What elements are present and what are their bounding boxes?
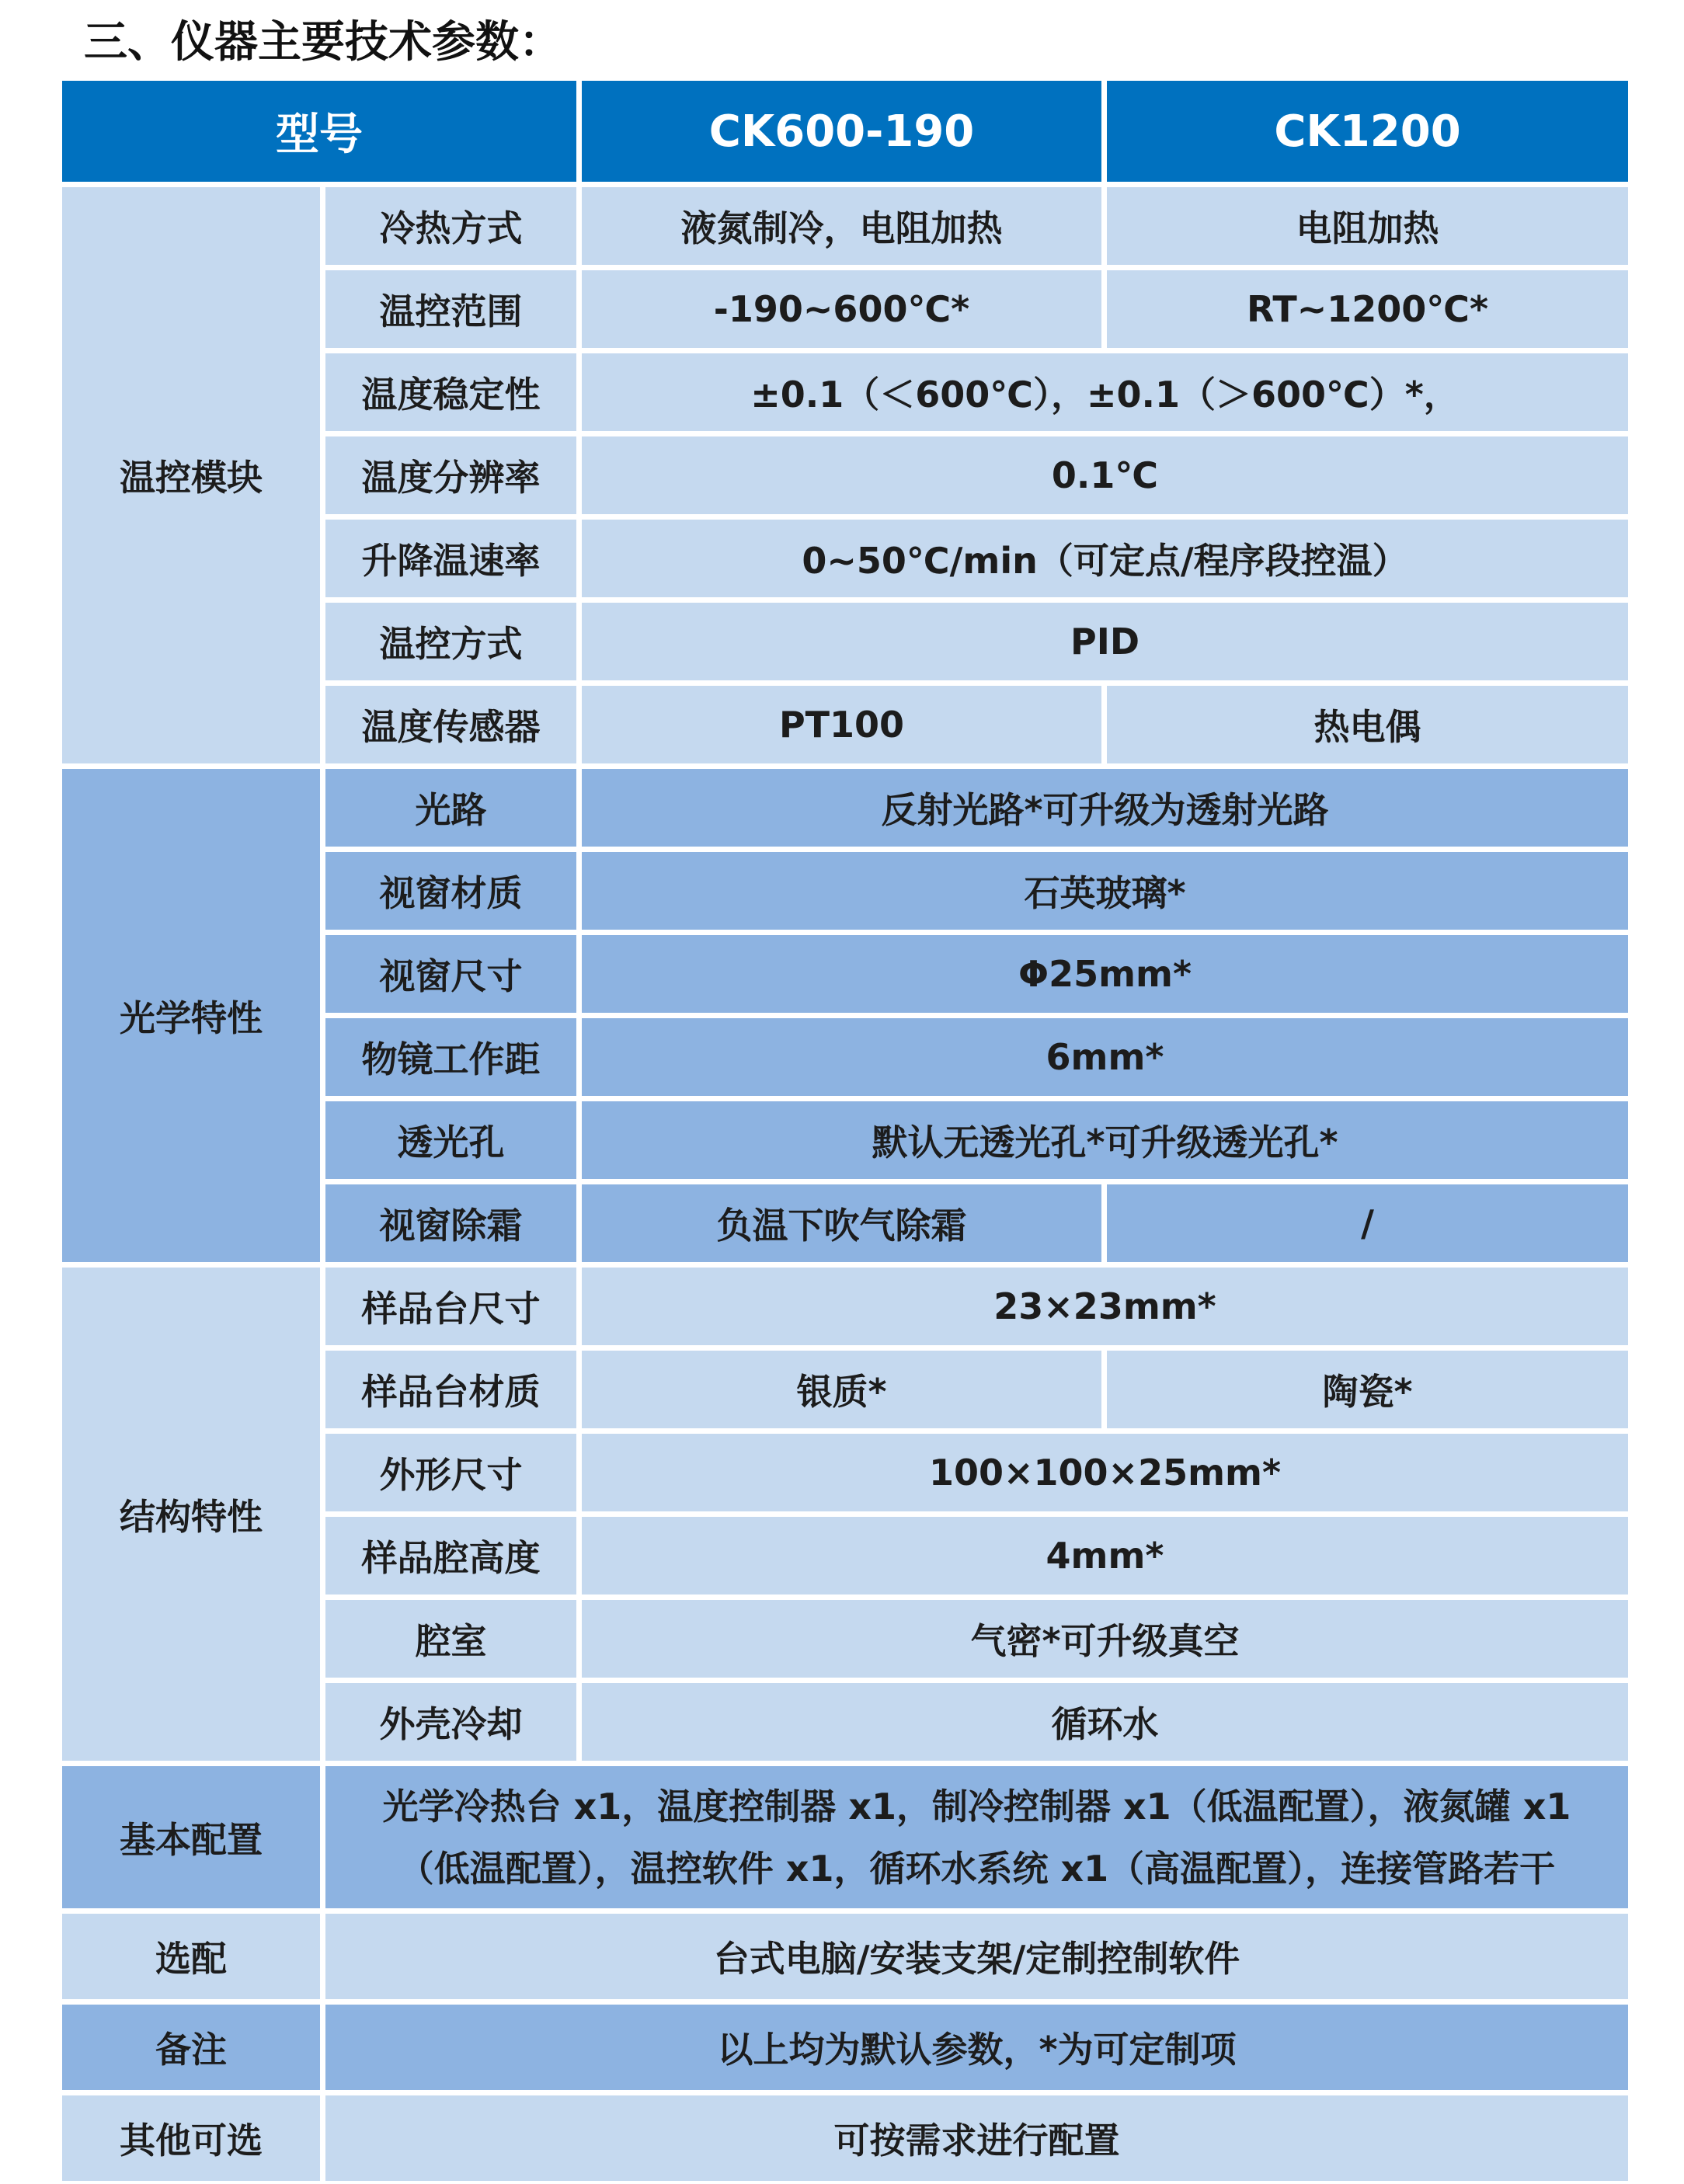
group-label-structure: 结构特性 [62, 1268, 325, 1766]
row-label: 物镜工作距 [325, 1018, 582, 1101]
group-label-temp: 温控模块 [62, 187, 325, 769]
cell-value-a: -190~600℃* [582, 270, 1107, 353]
table-row [62, 769, 1628, 852]
row-label: 样品台材质 [325, 1351, 582, 1434]
row-label: 温度分辨率 [325, 436, 582, 520]
row-label: 透光孔 [325, 1101, 582, 1184]
row-label: 腔室 [325, 1600, 582, 1683]
cell-value: Φ25mm* [582, 935, 1628, 1018]
cell-value: 气密*可升级真空 [582, 1600, 1628, 1683]
optional-value: 台式电脑/安装支架/定制控制软件 [325, 1914, 1628, 2005]
cell-value: 循环水 [582, 1683, 1628, 1766]
row-label: 冷热方式 [325, 187, 582, 270]
section-heading: 三、仪器主要技术参数： [84, 17, 562, 68]
remarks-label: 备注 [62, 2005, 325, 2095]
header-model-label: 型号 [62, 81, 582, 187]
cell-value-b: 热电偶 [1107, 686, 1628, 769]
cell-value: 石英玻璃* [582, 852, 1628, 935]
spec-table [62, 81, 1628, 2181]
row-label: 温控范围 [325, 270, 582, 353]
cell-value-b: / [1107, 1184, 1628, 1268]
group-label-optical: 光学特性 [62, 769, 325, 1268]
remarks-value: 以上均为默认参数，*为可定制项 [325, 2005, 1628, 2095]
cell-value: 0.1℃ [582, 436, 1628, 520]
table-header-row [62, 81, 1628, 187]
row-label: 样品腔高度 [325, 1517, 582, 1600]
table-row [62, 2095, 1628, 2181]
cell-value-b: 电阻加热 [1107, 187, 1628, 270]
table-row [62, 2005, 1628, 2095]
basic-config-value [325, 1766, 1628, 1914]
cell-value: 0~50℃/min（可定点/程序段控温） [582, 520, 1628, 603]
row-label: 升降温速率 [325, 520, 582, 603]
row-label: 外形尺寸 [325, 1434, 582, 1517]
cell-value: ±0.1（＜600℃），±0.1（＞600℃）*， [582, 353, 1628, 436]
basic-config-label: 基本配置 [62, 1766, 325, 1914]
row-label: 外壳冷却 [325, 1683, 582, 1766]
row-label: 温度传感器 [325, 686, 582, 769]
row-label: 温度稳定性 [325, 353, 582, 436]
cell-value-a: PT100 [582, 686, 1107, 769]
header-model-a: CK600-190 [582, 81, 1107, 187]
row-label: 样品台尺寸 [325, 1268, 582, 1351]
cell-value-a: 液氮制冷，电阻加热 [582, 187, 1107, 270]
table-row [62, 1766, 1628, 1914]
table-row [62, 187, 1628, 270]
table-row [62, 1914, 1628, 2005]
header-model-b: CK1200 [1107, 81, 1628, 187]
row-label: 视窗除霜 [325, 1184, 582, 1268]
cell-value-a: 负温下吹气除霜 [582, 1184, 1107, 1268]
cell-value-a: 银质* [582, 1351, 1107, 1434]
cell-value: 23×23mm* [582, 1268, 1628, 1351]
optional-label: 选配 [62, 1914, 325, 2005]
other-value: 可按需求进行配置 [325, 2095, 1628, 2181]
cell-value: 100×100×25mm* [582, 1434, 1628, 1517]
cell-value: 4mm* [582, 1517, 1628, 1600]
other-label: 其他可选 [62, 2095, 325, 2181]
basic-config-line-1: 光学冷热台 x1，温度控制器 x1，制冷控制器 x1（低温配置），液氮罐 x1 [382, 1785, 1571, 1828]
basic-config-line-2: （低温配置），温控软件 x1，循环水系统 x1（高温配置），连接管路若干 [398, 1847, 1556, 1890]
cell-value: 反射光路*可升级为透射光路 [582, 769, 1628, 852]
cell-value: PID [582, 603, 1628, 686]
cell-value: 6mm* [582, 1018, 1628, 1101]
row-label: 光路 [325, 769, 582, 852]
cell-value-b: RT~1200℃* [1107, 270, 1628, 353]
cell-value-b: 陶瓷* [1107, 1351, 1628, 1434]
row-label: 视窗材质 [325, 852, 582, 935]
table-row [62, 1268, 1628, 1351]
row-label: 视窗尺寸 [325, 935, 582, 1018]
row-label: 温控方式 [325, 603, 582, 686]
cell-value: 默认无透光孔*可升级透光孔* [582, 1101, 1628, 1184]
